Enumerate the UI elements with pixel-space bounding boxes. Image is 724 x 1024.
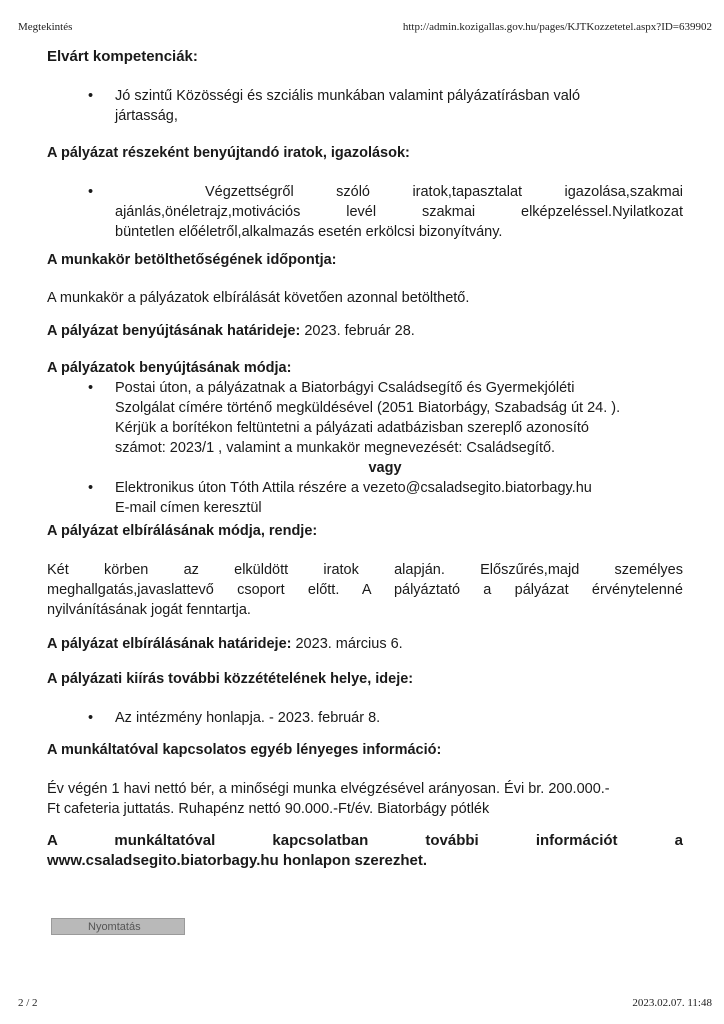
- evaluation-line3: nyilvánításának jogát fenntartja.: [47, 602, 251, 618]
- submission-postal-line1: • Postai úton, a pályázatnak a Biatorbágyi Családsegítő és Gyermekjóléti: [115, 380, 575, 396]
- employer-info-line1: Év végén 1 havi nettó bér, a minőségi munka elvégzésével arányosan. Évi br. 200.000.-: [47, 781, 610, 797]
- documents-bullet-dot: •: [88, 184, 94, 200]
- evaluation-line1: Két körben az elküldött iratok alapján. Előszűrés,majd személyes: [47, 562, 683, 578]
- fillable-heading: A munkakör betölthetőségének időpontja:: [47, 252, 337, 268]
- publication-heading: A pályázati kiírás további közzétételének helye, ideje:: [47, 671, 414, 687]
- evaluation-deadline-label: A pályázat elbírálásának határideje:: [47, 636, 292, 652]
- employer-info-line2: Ft cafeteria juttatás. Ruhapénz nettó 90.000.-Ft/év. Biatorbágy pótlék: [47, 801, 490, 817]
- deadline-value: 2023. február 28.: [300, 323, 415, 339]
- competencies-bullet: [47, 86, 683, 126]
- section-publication: [47, 669, 683, 728]
- employer-info-heading: A munkáltatóval kapcsolatos egyéb lényeges információ:: [47, 742, 442, 758]
- competencies-bullet-line1: • Jó szintű Közösségi és szciális munkában valamint pályázatírásban való: [115, 88, 581, 104]
- section-deadline: [47, 321, 683, 341]
- section-more-info: [47, 831, 683, 871]
- submission-postal-line2: Szolgálat címére történő megküldésével (2051 Biatorbágy, Szabadság út 24. ).: [115, 400, 621, 416]
- submission-postal: [47, 378, 683, 458]
- more-info-line2: www.csaladsegito.biatorbagy.hu honlapon szerezhet.: [47, 852, 428, 869]
- section-fillable: [47, 250, 683, 308]
- submission-electronic-line2: E-mail címen keresztül: [115, 500, 262, 516]
- browser-header-url: http://admin.kozigallas.gov.hu/pages/KJTKozzetetel.aspx?ID=639902: [402, 21, 712, 33]
- section-competencies: [47, 47, 683, 126]
- submission-heading: A pályázatok benyújtásának módja:: [47, 360, 292, 376]
- documents-line3: büntetlen előéletről,alkalmazás esetén erkölcsi bizonyítvány.: [115, 224, 503, 240]
- submission-postal-line3: Kérjük a borítékon feltüntetni a pályázati adatbázisban szereplő azonosító: [115, 420, 589, 436]
- competencies-heading: Elvárt kompetenciák:: [47, 48, 198, 65]
- page-number: 2 / 2: [18, 997, 38, 1009]
- evaluation-heading: A pályázat elbírálásának módja, rendje:: [47, 523, 318, 539]
- section-employer-info: [47, 740, 683, 819]
- submission-postal-line4: számot: 2023/1 , valamint a munkakör megnevezését: Családsegítő.: [115, 440, 556, 456]
- more-info-line1: A munkáltatóval kapcsolatban további információt a: [47, 832, 683, 849]
- print-timestamp: 2023.02.07. 11:48: [632, 997, 712, 1009]
- documents-line2: ajánlás,önéletrajz,motivációs levél szakmai elképzeléssel.Nyilatkozat: [115, 204, 683, 220]
- documents-heading: A pályázat részeként benyújtandó iratok, igazolások:: [47, 145, 410, 161]
- submission-electronic: [47, 478, 683, 518]
- browser-header-title: Megtekintés: [18, 21, 73, 33]
- employer-info-body: [47, 779, 683, 819]
- evaluation-deadline-value: 2023. március 6.: [291, 636, 403, 652]
- documents-bullet: [47, 182, 683, 242]
- print-button[interactable]: Nyomtatás: [51, 918, 185, 935]
- submission-electronic-line1: • Elektronikus úton Tóth Attila részére a vezeto@csaladsegito.biatorbagy.hu: [115, 480, 592, 496]
- fillable-text: A munkakör a pályázatok elbírálását követően azonnal betölthető.: [47, 290, 470, 306]
- section-evaluation-deadline: [47, 634, 683, 654]
- deadline-label: A pályázat benyújtásának határideje:: [47, 323, 301, 339]
- section-documents: [47, 143, 683, 242]
- evaluation-line2: meghallgatás,javaslattevő csoport előtt. A pályáztató a pályázat érvénytelenné: [47, 582, 683, 598]
- competencies-bullet-line2: jártasság,: [115, 108, 178, 124]
- publication-bullet: • Az intézmény honlapja. - 2023. február 8.: [47, 708, 683, 728]
- submission-or: vagy: [368, 460, 402, 476]
- section-submission: [47, 358, 683, 518]
- evaluation-body: [47, 560, 683, 620]
- documents-line1: Végzettségről szóló iratok,tapasztalat igazolása,szakmai: [205, 184, 683, 200]
- section-evaluation: [47, 521, 683, 620]
